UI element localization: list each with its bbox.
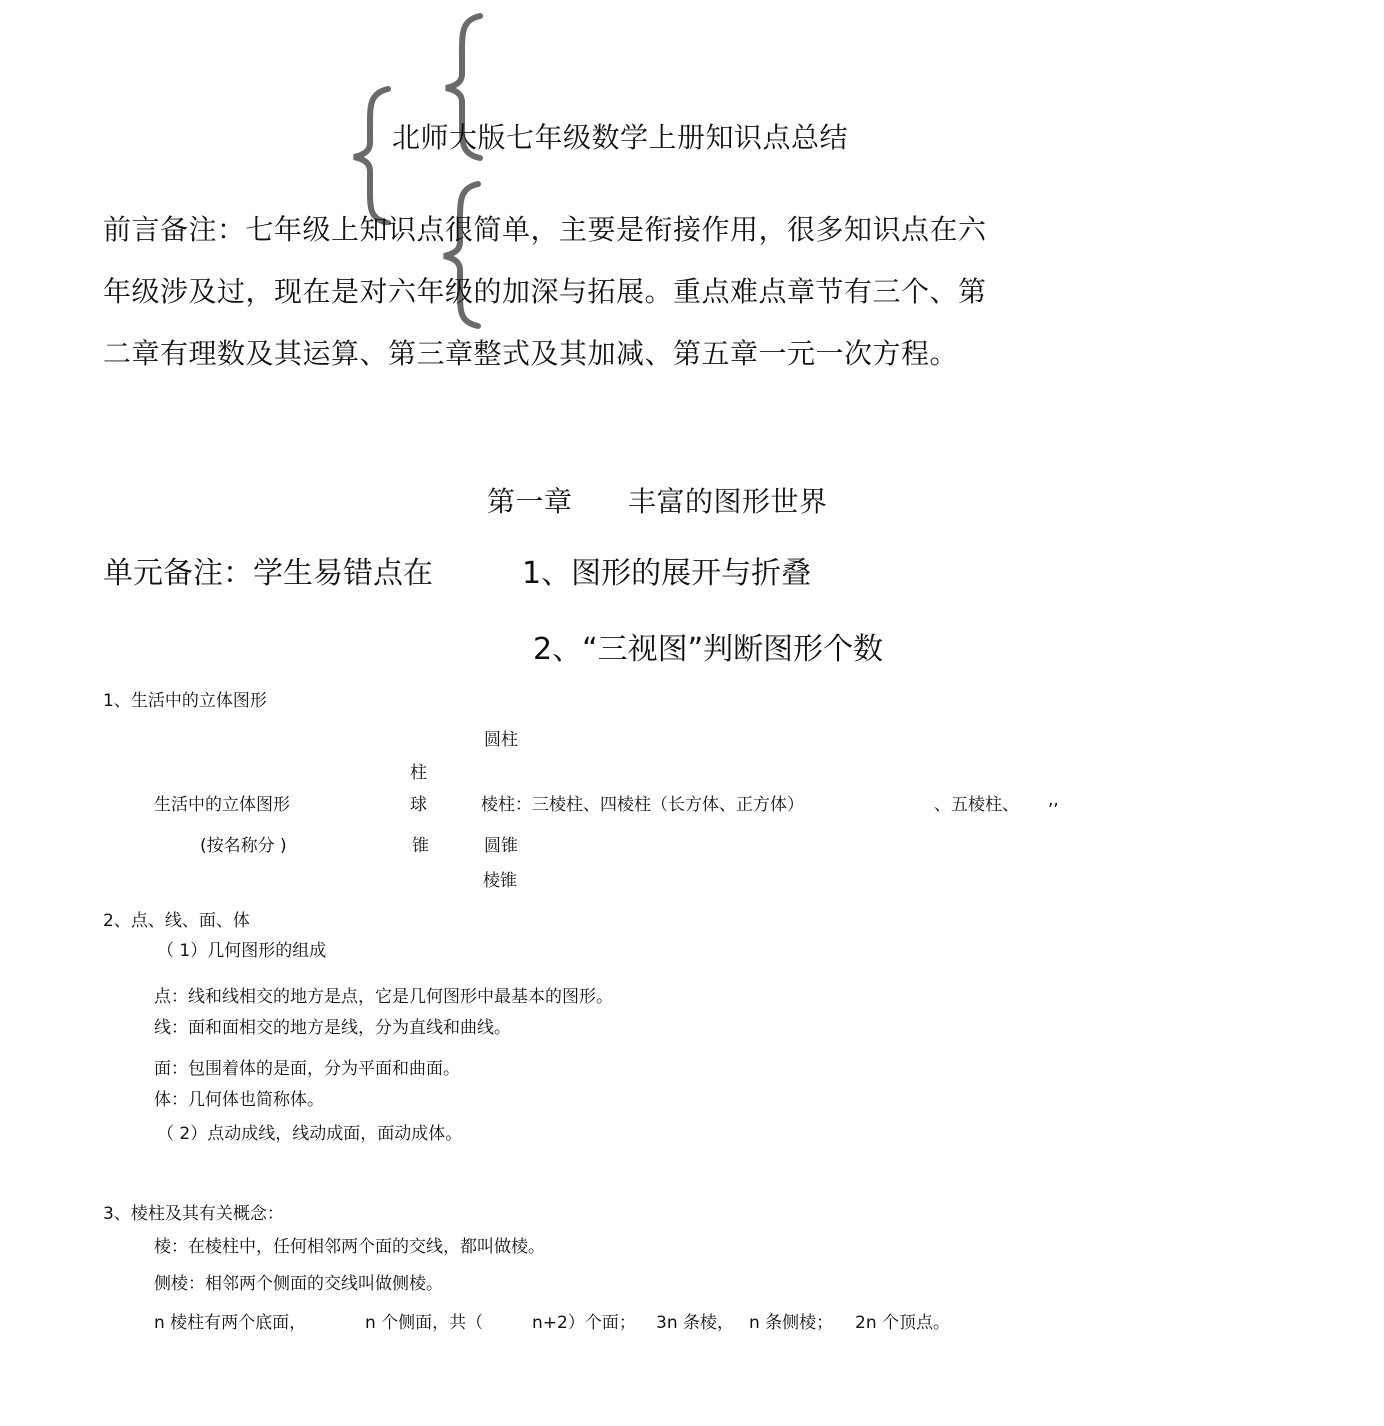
unit-note-prefix: 单元备注：学生易错点在: [103, 556, 433, 591]
def-edge: 棱：在棱柱中，任何相邻两个面的交线，都叫做棱。: [154, 1237, 545, 1257]
tree-root-label: 生活中的立体图形: [154, 795, 290, 815]
brace-left-icon: [340, 85, 400, 225]
tree-prism-tail-1: 、五棱柱、: [934, 795, 1019, 815]
tree-prism: 棱柱：三棱柱、四棱柱（长方体、正方体）: [481, 795, 804, 815]
tree-prism-tail-2: ,,: [1048, 790, 1059, 810]
prism-fact-6: 2n 个顶点。: [855, 1313, 950, 1333]
section-2-sub-1: （ 1）几何图形的组成: [157, 941, 327, 961]
section-2-heading: 2、点、线、面、体: [103, 911, 250, 931]
unit-note-point-2: 2、“三视图”判断图形个数: [533, 632, 884, 667]
def-body: 体：几何体也简称体。: [154, 1090, 324, 1110]
def-line: 线：面和面相交的地方是线，分为直线和曲线。: [154, 1018, 511, 1038]
tree-root-sub: (按名称分 ): [200, 836, 287, 856]
tree-cone: 圆锥: [484, 836, 518, 856]
chapter-name: 丰富的图形世界: [628, 485, 828, 518]
prism-fact-1: n 棱柱有两个底面，: [154, 1313, 307, 1333]
tree-mid-cone: 锥: [412, 836, 429, 856]
tree-cylinder: 圆柱: [484, 730, 518, 750]
prism-fact-2: n 个侧面，共（: [365, 1313, 484, 1333]
section-1-heading: 1、生活中的立体图形: [103, 691, 267, 711]
section-3-heading: 3、棱柱及其有关概念：: [103, 1204, 284, 1224]
def-side-edge: 侧棱：相邻两个侧面的交线叫做侧棱。: [154, 1274, 443, 1294]
tree-pyramid: 棱锥: [483, 871, 517, 891]
prism-fact-4: 3n 条棱，: [656, 1313, 734, 1333]
page-title: 北师大版七年级数学上册知识点总结: [392, 121, 849, 154]
tree-mid-prism: 柱: [410, 763, 427, 783]
unit-note-point-1: 1、图形的展开与折叠: [522, 556, 812, 591]
prism-fact-5: n 条侧棱；: [749, 1313, 834, 1333]
section-2-sub-2: （ 2）点动成线，线动成面，面动成体。: [157, 1124, 463, 1144]
chapter-label: 第一章: [487, 485, 573, 518]
def-point: 点：线和线相交的地方是点，它是几何图形中最基本的图形。: [154, 987, 613, 1007]
tree-mid-sphere: 球: [410, 795, 427, 815]
preface-line-3: 二章有理数及其运算、第三章整式及其加减、第五章一元一次方程。: [103, 337, 959, 370]
prism-fact-3: n+2）个面；: [532, 1313, 636, 1333]
def-face: 面：包围着体的是面，分为平面和曲面。: [154, 1059, 460, 1079]
preface-line-1: 前言备注：七年级上知识点很简单，主要是衔接作用，很多知识点在六: [103, 213, 987, 246]
preface-line-2: 年级涉及过，现在是对六年级的加深与拓展。重点难点章节有三个、第: [103, 275, 987, 308]
